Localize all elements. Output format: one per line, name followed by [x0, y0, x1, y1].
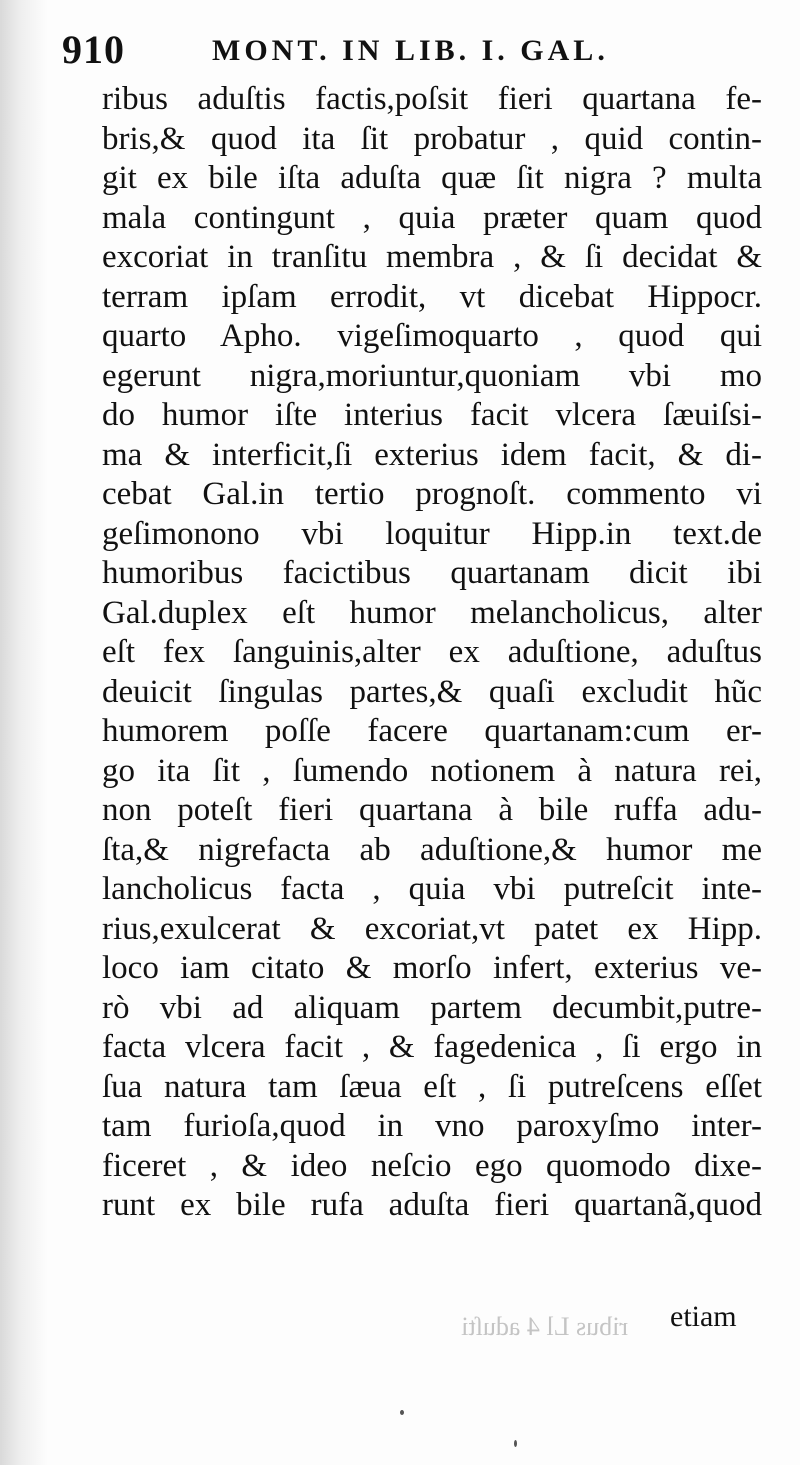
text-line: rò vbi ad aliquam partem decumbit,putre- — [102, 989, 762, 1026]
page-header — [62, 26, 762, 74]
bleed-through-text: ribus Ll 4 aduſti — [461, 1312, 628, 1341]
text-line: ficeret , & ideo neſcio ego quomodo dixe- — [102, 1147, 762, 1184]
page-number: 910 — [62, 27, 125, 72]
text-line: mala contingunt , quia præter quam quod — [102, 199, 762, 236]
text-line: bris,& quod ita ſit probatur , quid contin- — [102, 120, 762, 157]
text-line: loco iam citato & morſo infert, exterius ve- — [102, 950, 762, 986]
text-line: rius,exulcerat & excoriat,vt patet ex Hipp. — [102, 910, 762, 947]
body-text — [102, 80, 762, 1226]
text-line: ma & interficit,ſi exterius idem facit, & di- — [102, 436, 762, 473]
text-line: lancholicus facta , quia vbi putreſcit inte- — [102, 871, 762, 907]
text-line: egerunt nigra,moriuntur,quoniam vbi mo — [102, 357, 762, 394]
text-line: humorem poſſe facere quartanam:cum er- — [102, 713, 762, 749]
text-line: runt ex bile rufa aduſta fieri quartanã,quod — [102, 1187, 762, 1223]
text-line: git ex bile iſta aduſta quæ ſit nigra ? multa — [102, 160, 762, 196]
text-line: ſta,& nigrefacta ab aduſtione,& humor me — [102, 831, 762, 868]
text-line: go ita ſit , ſumendo notionem à natura rei, — [102, 752, 762, 789]
text-line: terram ipſam errodit, vt dicebat Hippocr. — [102, 278, 762, 315]
text-line: ribus aduſtis factis,poſsit fieri quartana fe- — [102, 81, 762, 117]
text-line: tam furioſa,quod in vno paroxyſmo inter- — [102, 1108, 762, 1144]
ink-speck — [400, 1410, 404, 1415]
text-line: excoriat in tranſitu membra , & ſi decidat & — [102, 239, 762, 275]
gutter-shadow — [0, 0, 48, 1465]
catchword: etiam — [670, 1300, 737, 1333]
running-head: MONT. IN LIB. I. GAL. — [212, 34, 609, 67]
text-line: ſua natura tam ſæua eſt , ſi putreſcens eſſet — [102, 1068, 762, 1105]
text-line: deuicit ſingulas partes,& quaſi excludit hũc — [102, 673, 762, 710]
text-line: geſimonono vbi loquitur Hipp.in text.de — [102, 515, 762, 552]
text-line: facta vlcera facit , & fagedenica , ſi ergo in — [102, 1029, 762, 1065]
text-line: non poteſt fieri quartana à bile ruffa adu- — [102, 792, 762, 828]
ink-speck — [514, 1440, 517, 1447]
text-line: humoribus facictibus quartanam dicit ibi — [102, 555, 762, 591]
text-line: eſt fex ſanguinis,alter ex aduſtione, aduſtus — [102, 634, 762, 670]
text-line: cebat Gal.in tertio prognoſt. commento vi — [102, 476, 762, 512]
text-line: quarto Apho. vigeſimoquarto , quod qui — [102, 318, 762, 354]
text-line: Gal.duplex eſt humor melancholicus, alter — [102, 594, 762, 631]
text-line: do humor iſte interius facit vlcera ſæuiſsi- — [102, 397, 762, 433]
